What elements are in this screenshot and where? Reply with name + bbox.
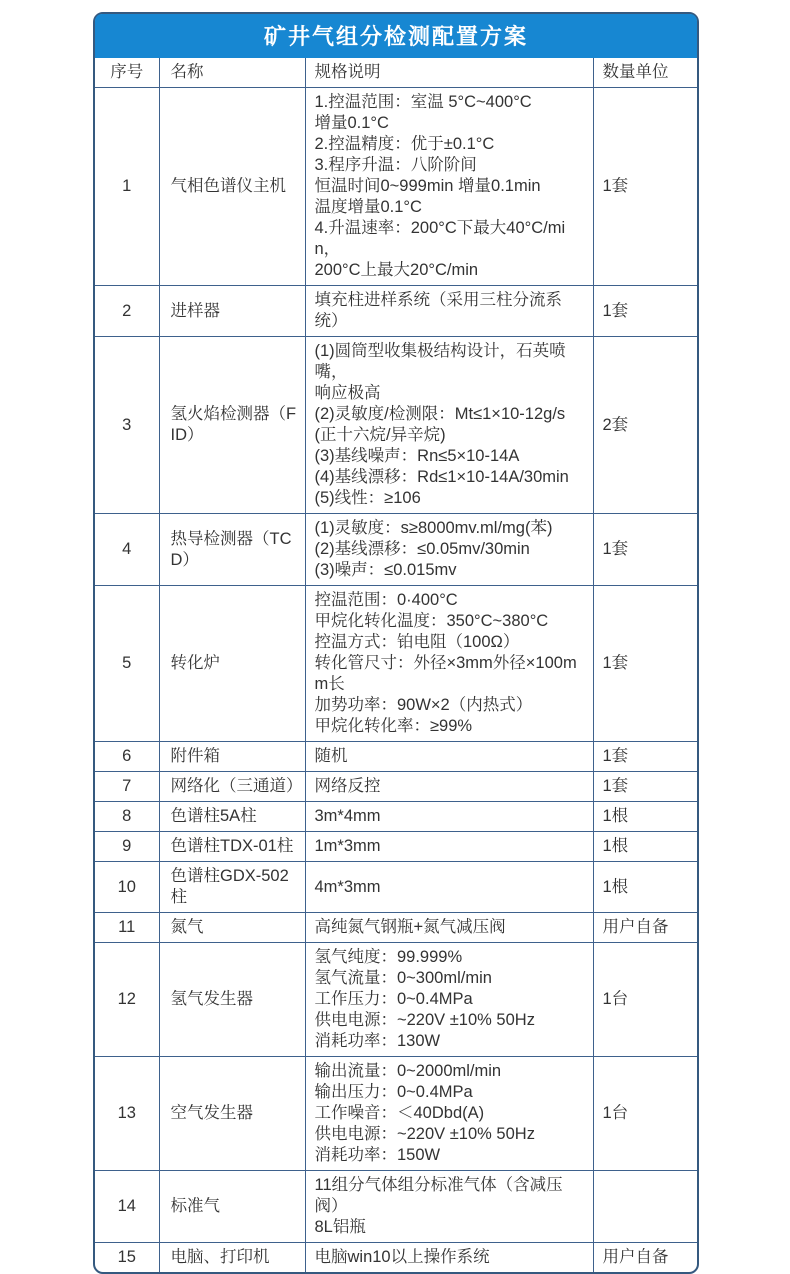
spec-table: [95, 58, 697, 1272]
row-number-cell: 7: [95, 772, 159, 802]
spec-line: 工作压力：0~0.4MPa: [314, 990, 473, 1008]
row-qty-cell: 1根: [593, 862, 697, 913]
spec-line: 4.升温速率：200°C下最大40°C/min，: [314, 219, 566, 258]
spec-line: 加势功率：90W×2（内热式）: [314, 696, 533, 714]
spec-line: 3m*4mm: [314, 807, 381, 825]
row-name-cell: 色谱柱5A柱: [159, 802, 305, 832]
spec-line: 电脑win10以上操作系统: [314, 1248, 490, 1266]
spec-line: (2)灵敏度/检测限：Mt≤1×10-12g/s: [314, 405, 566, 423]
row-qty-cell: 2套: [593, 337, 697, 514]
spec-line: 1m*3mm: [314, 837, 381, 855]
spec-line: 消耗功率：150W: [314, 1146, 441, 1164]
spec-line: 转化管尺寸：外径×3mm外径×100mm长: [314, 654, 577, 693]
row-name-cell: 标准气: [159, 1171, 305, 1243]
row-number-cell: 15: [95, 1243, 159, 1273]
spec-line: 8L铝瓶: [314, 1218, 366, 1236]
table-row: [95, 802, 697, 832]
row-spec-cell: [305, 586, 593, 742]
spec-line: 1.控温范围：室温 5°C~400°C: [314, 93, 532, 111]
row-name-cell: 色谱柱TDX-01柱: [159, 832, 305, 862]
spec-line: 供电电源：~220V ±10% 50Hz: [314, 1125, 535, 1143]
table-body: [95, 88, 697, 1273]
row-qty-cell: 用户自备: [593, 1243, 697, 1273]
spec-line: 工作噪音：＜40Dbd(A): [314, 1104, 485, 1122]
row-spec-cell: [305, 943, 593, 1057]
spec-line: (3)噪声：≤0.015mv: [314, 561, 457, 579]
table-row: [95, 862, 697, 913]
spec-line: 高纯氮气钢瓶+氮气减压阀: [314, 918, 506, 936]
spec-line: 2.控温精度：优于±0.1°C: [314, 135, 495, 153]
row-name-cell: 色谱柱GDX-502柱: [159, 862, 305, 913]
table-row: [95, 586, 697, 742]
spec-line: 输出压力：0~0.4MPa: [314, 1083, 473, 1101]
spec-line: (3)基线噪声：Rn≤5×10-14A: [314, 447, 520, 465]
row-number-cell: 10: [95, 862, 159, 913]
row-spec-cell: [305, 337, 593, 514]
spec-line: 响应极高: [314, 384, 381, 402]
spec-line: (正十六烷/异辛烷): [314, 426, 446, 444]
row-number-cell: 14: [95, 1171, 159, 1243]
spec-line: 消耗功率：130W: [314, 1032, 441, 1050]
row-qty-cell: [593, 1171, 697, 1243]
row-name-cell: 网络化（三通道）: [159, 772, 305, 802]
row-number-cell: 8: [95, 802, 159, 832]
table-row: [95, 286, 697, 337]
row-number-cell: 1: [95, 88, 159, 286]
row-qty-cell: 1套: [593, 742, 697, 772]
spec-line: (1)灵敏度：s≥8000mv.ml/mg(苯): [314, 519, 553, 537]
table-row: [95, 337, 697, 514]
spec-line: 温度增量0.1°C: [314, 198, 422, 216]
column-header-spec: 规格说明: [305, 58, 593, 88]
spec-line: 填充柱进样系统（采用三柱分流系统）: [314, 291, 562, 330]
spec-line: (2)基线漂移：≤0.05mv/30min: [314, 540, 530, 558]
spec-line: 甲烷化转化温度：350°C~380°C: [314, 612, 549, 630]
table-row: [95, 1057, 697, 1171]
spec-line: 控温方式：铂电阻（100Ω）: [314, 633, 520, 651]
row-name-cell: 转化炉: [159, 586, 305, 742]
spec-line: 3.程序升温：八阶阶间: [314, 156, 477, 174]
row-qty-cell: 用户自备: [593, 913, 697, 943]
row-qty-cell: 1套: [593, 772, 697, 802]
row-name-cell: 氢火焰检测器（FID）: [159, 337, 305, 514]
row-number-cell: 13: [95, 1057, 159, 1171]
table-row: [95, 913, 697, 943]
row-name-cell: 氢气发生器: [159, 943, 305, 1057]
row-number-cell: 12: [95, 943, 159, 1057]
spec-line: (5)线性：≥106: [314, 489, 421, 507]
row-qty-cell: 1根: [593, 802, 697, 832]
table-row: [95, 88, 697, 286]
spec-line: 氢气流量：0~300ml/min: [314, 969, 492, 987]
spec-line: 供电电源：~220V ±10% 50Hz: [314, 1011, 535, 1029]
spec-line: 网络反控: [314, 777, 381, 795]
row-name-cell: 热导检测器（TCD）: [159, 514, 305, 586]
spec-line: 随机: [314, 747, 348, 765]
row-qty-cell: 1台: [593, 1057, 697, 1171]
row-name-cell: 进样器: [159, 286, 305, 337]
row-name-cell: 气相色谱仪主机: [159, 88, 305, 286]
row-spec-cell: [305, 1243, 593, 1273]
row-spec-cell: [305, 913, 593, 943]
table-row: [95, 514, 697, 586]
header-row: [95, 58, 697, 88]
row-qty-cell: 1套: [593, 286, 697, 337]
table-row: [95, 772, 697, 802]
row-number-cell: 11: [95, 913, 159, 943]
row-number-cell: 4: [95, 514, 159, 586]
row-spec-cell: [305, 802, 593, 832]
row-qty-cell: 1套: [593, 514, 697, 586]
column-header-no: 序号: [95, 58, 159, 88]
spec-line: 控温范围：0·400°C: [314, 591, 458, 609]
row-qty-cell: 1根: [593, 832, 697, 862]
row-name-cell: 空气发生器: [159, 1057, 305, 1171]
row-number-cell: 2: [95, 286, 159, 337]
row-spec-cell: [305, 832, 593, 862]
spec-sheet: [93, 12, 699, 1274]
spec-line: 甲烷化转化率：≥99%: [314, 717, 473, 735]
spec-line: 增量0.1°C: [314, 114, 389, 132]
table-row: [95, 1243, 697, 1273]
spec-line: 输出流量：0~2000ml/min: [314, 1062, 502, 1080]
row-spec-cell: [305, 1057, 593, 1171]
row-spec-cell: [305, 772, 593, 802]
table-row: [95, 742, 697, 772]
page-title: 矿井气组分检测配置方案: [95, 14, 697, 58]
row-name-cell: 附件箱: [159, 742, 305, 772]
row-name-cell: 电脑、打印机: [159, 1243, 305, 1273]
spec-line: (4)基线漂移：Rd≤1×10-14A/30min: [314, 468, 569, 486]
spec-line: 200°C上最大20°C/min: [314, 261, 479, 279]
spec-line: 氢气纯度：99.999%: [314, 948, 463, 966]
table-row: [95, 943, 697, 1057]
row-qty-cell: 1套: [593, 586, 697, 742]
row-spec-cell: [305, 286, 593, 337]
row-name-cell: 氮气: [159, 913, 305, 943]
table-row: [95, 1171, 697, 1243]
table-row: [95, 832, 697, 862]
spec-line: (1)圆筒型收集极结构设计，石英喷嘴，: [314, 342, 566, 381]
row-number-cell: 9: [95, 832, 159, 862]
row-spec-cell: [305, 862, 593, 913]
row-spec-cell: [305, 514, 593, 586]
row-number-cell: 3: [95, 337, 159, 514]
row-spec-cell: [305, 1171, 593, 1243]
row-spec-cell: [305, 742, 593, 772]
spec-line: 11组分气体组分标准气体（含减压阀）: [314, 1176, 563, 1215]
row-qty-cell: 1台: [593, 943, 697, 1057]
row-number-cell: 5: [95, 586, 159, 742]
column-header-qty: 数量单位: [593, 58, 697, 88]
row-number-cell: 6: [95, 742, 159, 772]
row-qty-cell: 1套: [593, 88, 697, 286]
spec-line: 4m*3mm: [314, 877, 381, 896]
column-header-name: 名称: [159, 58, 305, 88]
spec-line: 恒温时间0~999min 增量0.1min: [314, 177, 541, 195]
row-spec-cell: [305, 88, 593, 286]
